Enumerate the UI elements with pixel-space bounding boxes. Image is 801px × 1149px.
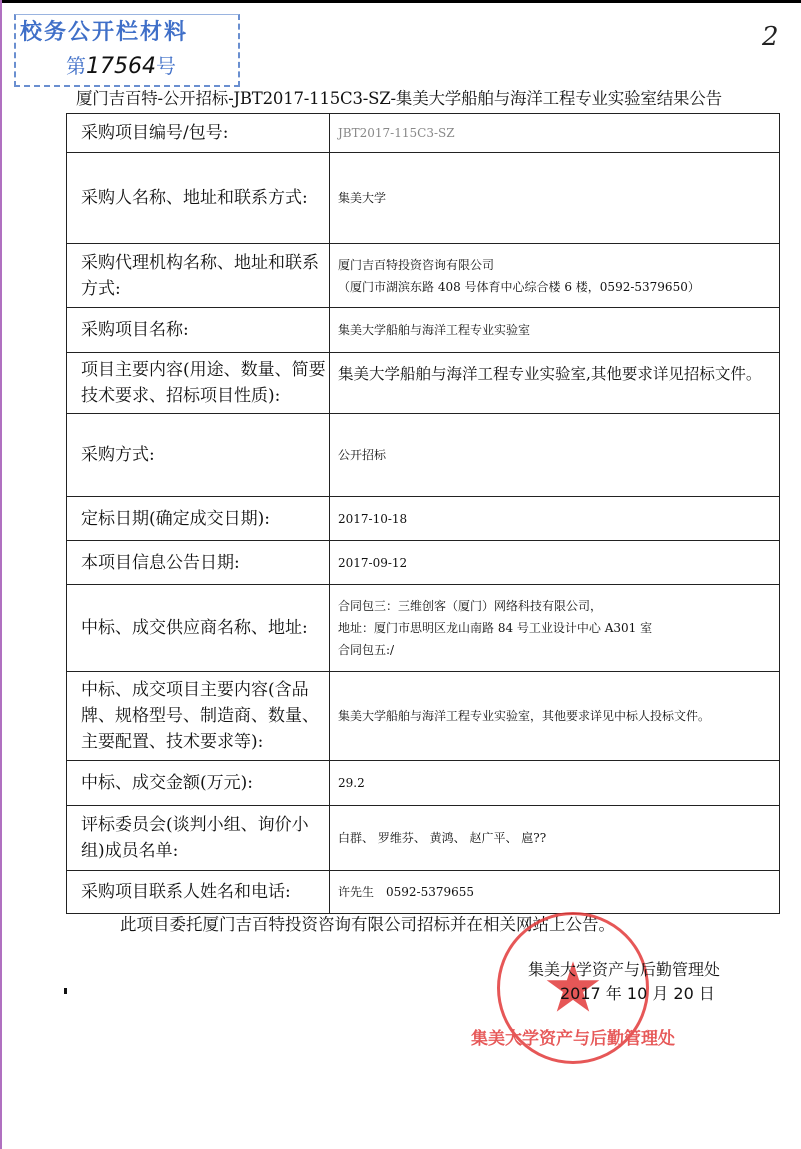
table-row [67, 308, 780, 353]
row-value: JBT2017-115C3-SZ [330, 114, 780, 153]
table-row [67, 353, 780, 414]
stamp-number [66, 53, 176, 80]
table-row [67, 497, 780, 541]
row-label: 中标、成交金额(万元): [67, 761, 330, 806]
row-value: 集美大学船舶与海洋工程专业实验室，其他要求详见中标人投标文件。 [330, 672, 780, 761]
row-label: 采购项目联系人姓名和电话: [67, 871, 330, 914]
archive-stamp [14, 14, 240, 87]
table-row [67, 114, 780, 153]
row-value: 29.2 [330, 761, 780, 806]
row-value: 合同包三：三维创客（厦门）网络科技有限公司， [338, 599, 603, 613]
row-label: 项目主要内容(用途、数量、简要技术要求、招标项目性质): [67, 353, 330, 414]
row-label: 采购代理机构名称、地址和联系方式: [67, 244, 330, 308]
row-value: 2017-09-12 [330, 541, 780, 585]
table-row [67, 244, 780, 308]
issuing-organization: 集美大学资产与后勤管理处 [528, 960, 721, 979]
row-value-address: 地址：厦门市思明区龙山南路 84 号工业设计中心 A301 室 [338, 621, 653, 635]
row-value: 许先生 0592-5379655 [330, 871, 780, 914]
table-row [67, 585, 780, 672]
table-row [67, 761, 780, 806]
row-value-address: （厦门市湖滨东路 408 号体育中心综合楼 6 楼，0592-5379650） [338, 279, 700, 294]
scan-speck [64, 988, 67, 994]
row-value: 集美大学船舶与海洋工程专业实验室 [330, 308, 780, 353]
row-label: 定标日期(确定成交日期): [67, 497, 330, 541]
table-row [67, 153, 780, 244]
row-label: 评标委员会(谈判小组、询价小组)成员名单: [67, 806, 330, 871]
stamp-handwritten-number: 17564 [86, 54, 156, 79]
row-label: 采购人名称、地址和联系方式: [67, 153, 330, 244]
announcement-table [66, 113, 780, 914]
seal-text: 集美大学资产与后勤管理处 [471, 1029, 675, 1049]
row-label: 采购项目名称: [67, 308, 330, 353]
stamp-title: 校务公开栏材料 [20, 19, 189, 45]
stamp-prefix: 第 [66, 54, 86, 78]
scan-border-left [0, 0, 2, 1149]
row-label: 中标、成交项目主要内容(含品牌、规格型号、制造商、数量、主要配置、技术要求等): [67, 672, 330, 761]
table-row [67, 414, 780, 497]
row-value: 2017-10-18 [330, 497, 780, 541]
stamp-suffix: 号 [156, 54, 176, 78]
table-row [67, 672, 780, 761]
row-value: 集美大学船舶与海洋工程专业实验室,其他要求详见招标文件。 [330, 353, 780, 414]
scan-border-top [0, 0, 801, 3]
document-title: 厦门吉百特-公开招标-JBT2017-115C3-SZ-集美大学船舶与海洋工程专业实验室结果公告 [76, 89, 722, 108]
handwritten-page-number: 2 [762, 22, 779, 52]
row-value-package5: 合同包五:/ [338, 643, 395, 657]
row-label: 采购方式: [67, 414, 330, 497]
table-row [67, 541, 780, 585]
row-label: 中标、成交供应商名称、地址: [67, 585, 330, 672]
footer-note: 此项目委托厦门吉百特投资咨询有限公司招标并在相关网站上公告。 [120, 915, 615, 934]
issue-date: 2017 年 10 月 20 日 [560, 984, 715, 1003]
row-value: 公开招标 [330, 414, 780, 497]
table-row [67, 871, 780, 914]
row-label: 本项目信息公告日期: [67, 541, 330, 585]
row-value: 集美大学 [330, 153, 780, 244]
table-row [67, 806, 780, 871]
row-label: 采购项目编号/包号: [67, 114, 330, 153]
row-value: 白群、 罗维芬、 黄鸿、 赵广平、 扈?? [330, 806, 780, 871]
row-value: 厦门吉百特投资咨询有限公司 [338, 257, 495, 272]
